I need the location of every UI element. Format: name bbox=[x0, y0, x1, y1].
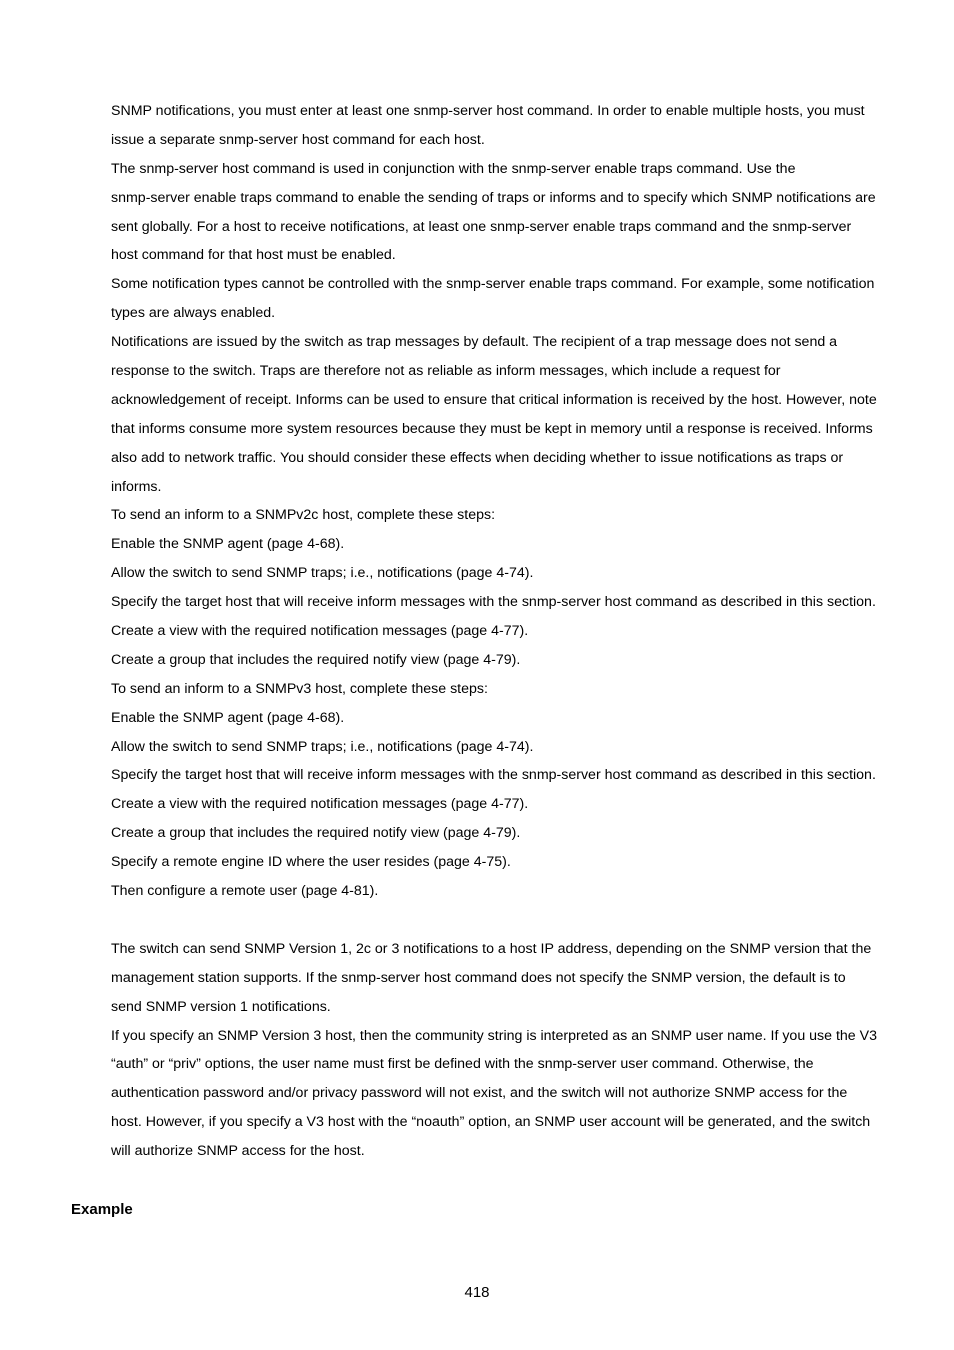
body-line: management station supports. If the snmp-server host command does not specify the SNMP version, the default is to bbox=[111, 969, 846, 986]
body-line: types are always enabled. bbox=[111, 305, 276, 322]
body-line: snmp-server enable traps command to enable the sending of traps or informs and to specify which SNMP notifications are bbox=[111, 189, 876, 206]
body-line: Allow the switch to send SNMP traps; i.e., notifications (page 4-74). bbox=[111, 565, 534, 582]
body-line: Create a group that includes the required notify view (page 4-79). bbox=[111, 825, 521, 842]
body-line: Create a view with the required notification messages (page 4-77). bbox=[111, 623, 529, 640]
body-line: Create a view with the required notification messages (page 4-77). bbox=[111, 796, 529, 813]
body-line: If you specify an SNMP Version 3 host, then the community string is interpreted as an SNMP user name. If you use the V3 bbox=[111, 1027, 877, 1044]
body-line: Specify a remote engine ID where the user resides (page 4-75). bbox=[111, 854, 511, 871]
body-line: sent globally. For a host to receive notifications, at least one snmp-server enable traps command and the snmp-server bbox=[111, 218, 852, 235]
body-line: host. However, if you specify a V3 host with the “noauth” option, an SNMP user account will be generated, and the switch bbox=[111, 1114, 871, 1131]
body-line: Specify the target host that will receive inform messages with the snmp-server host command as described in this section. bbox=[111, 767, 876, 784]
body-line: The snmp-server host command is used in conjunction with the snmp-server enable traps command. Use the bbox=[111, 160, 796, 177]
body-line: Enable the SNMP agent (page 4-68). bbox=[111, 536, 345, 553]
example-heading: Example bbox=[71, 1201, 133, 1218]
body-line: Notifications are issued by the switch as trap messages by default. The recipient of a trap message does not send a bbox=[111, 334, 838, 351]
page-number: 418 bbox=[464, 1284, 490, 1301]
body-line: Specify the target host that will receive inform messages with the snmp-server host command as described in this section. bbox=[111, 594, 876, 611]
body-line: Enable the SNMP agent (page 4-68). bbox=[111, 709, 345, 726]
body-line: Allow the switch to send SNMP traps; i.e., notifications (page 4-74). bbox=[111, 738, 534, 755]
body-line: Create a group that includes the required notify view (page 4-79). bbox=[111, 651, 521, 668]
body-line: Some notification types cannot be controlled with the snmp-server enable traps command. For example, some notification bbox=[111, 276, 875, 293]
body-line: Then configure a remote user (page 4-81). bbox=[111, 883, 379, 900]
body-text bbox=[111, 97, 891, 1166]
body-line: The switch can send SNMP Version 1, 2c or 3 notifications to a host IP address, depending on the SNMP version that the bbox=[111, 940, 872, 957]
body-line: authentication password and/or privacy password will not exist, and the switch will not authorize SNMP access for the bbox=[111, 1085, 848, 1102]
body-line: issue a separate snmp-server host command for each host. bbox=[111, 131, 485, 148]
body-line: acknowledgement of receipt. Informs can be used to ensure that critical information is received by the host. However, note bbox=[111, 391, 877, 408]
body-line: that informs consume more system resources because they must be kept in memory until a response is received. Informs bbox=[111, 420, 873, 437]
body-line: To send an inform to a SNMPv2c host, complete these steps: bbox=[111, 507, 496, 524]
body-line: send SNMP version 1 notifications. bbox=[111, 998, 331, 1015]
body-line: response to the switch. Traps are therefore not as reliable as inform messages, which include a request for bbox=[111, 363, 781, 380]
body-line: “auth” or “priv” options, the user name must first be defined with the snmp-server user command. Otherwise, the bbox=[111, 1056, 814, 1073]
body-line: informs. bbox=[111, 478, 162, 495]
body-line: SNMP notifications, you must enter at least one snmp-server host command. In order to enable multiple hosts, you must bbox=[111, 103, 865, 119]
body-line: host command for that host must be enabled. bbox=[111, 247, 396, 264]
body-line: will authorize SNMP access for the host. bbox=[111, 1143, 365, 1160]
paragraph-gap bbox=[111, 906, 891, 935]
body-line: To send an inform to a SNMPv3 host, complete these steps: bbox=[111, 680, 488, 697]
body-line: also add to network traffic. You should consider these effects when deciding whether to issue notifications as traps or bbox=[111, 449, 844, 466]
